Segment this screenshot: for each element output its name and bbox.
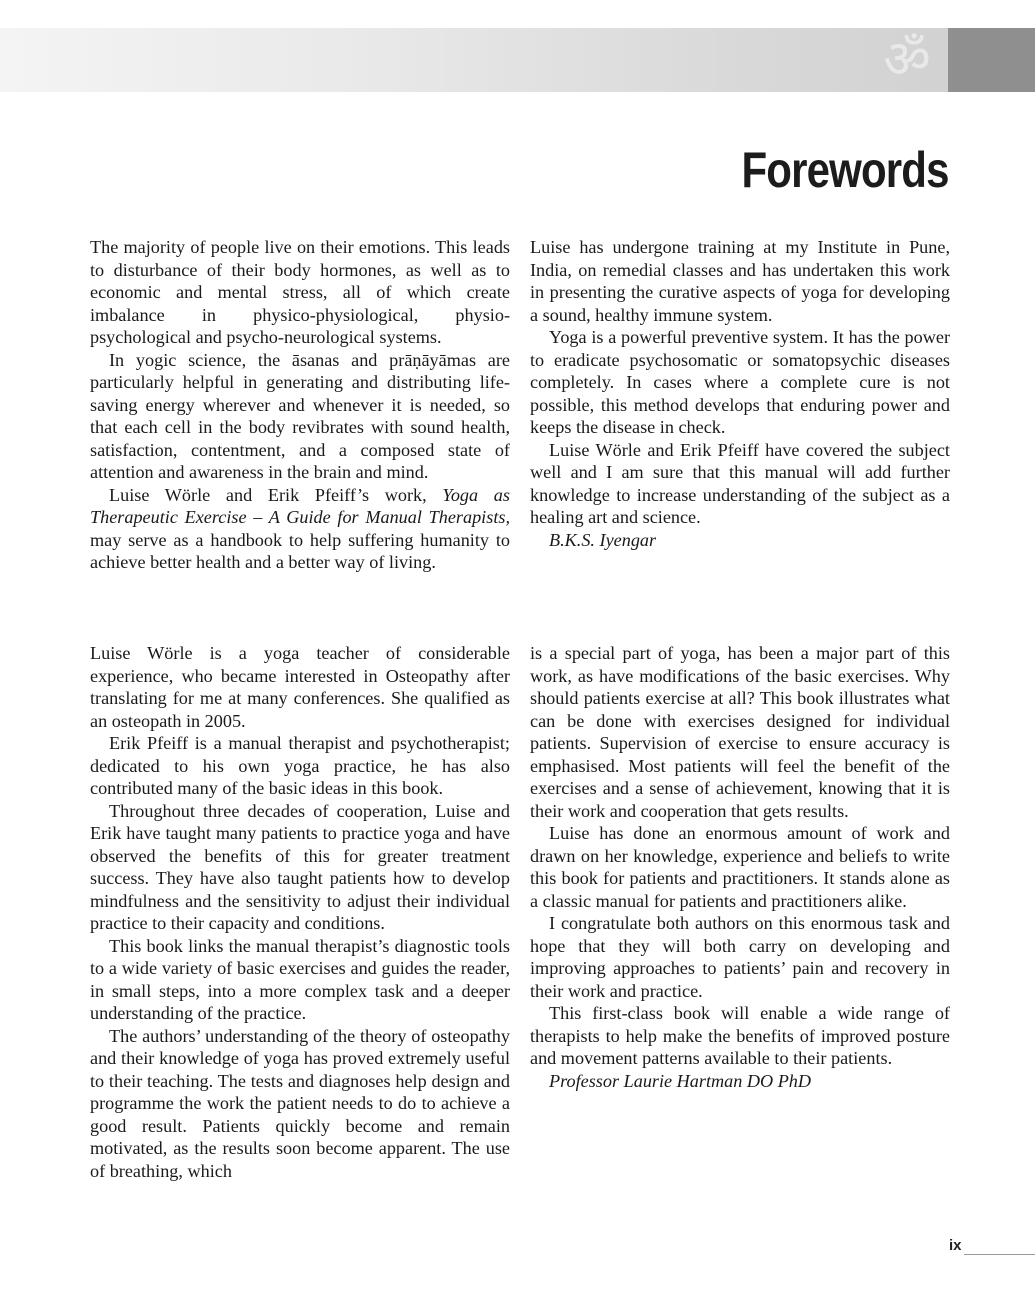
- page-number: ix: [949, 1237, 962, 1254]
- foreword-hartman-right-column: [530, 642, 950, 1182]
- page-title: Forewords: [741, 142, 949, 198]
- paragraph: This book links the manual therapist’s diagnostic tools to a wide variety of basic exercises and guides the reader, in small steps, into a more complex task and a deeper understanding of the practice.: [90, 935, 510, 1023]
- paragraph: The authors’ understanding of the theory of osteopathy and their knowledge of yoga has proved extremely useful to their teaching. The tests and diagnoses help design and programme the work the patient needs to do to achieve a good result. Patients quickly become and remain motivated, as the results soon become apparent. The use of breathing, which: [90, 1025, 510, 1181]
- header-corner-block: [948, 28, 1035, 92]
- paragraph: The majority of people live on their emotions. This leads to disturbance of their body hormones, as well as to economic and mental stress, all of which create imbalance in physico-physiological, physio-psychological and psycho-neurological systems.: [90, 237, 510, 347]
- foreword-hartman-left-column: [90, 642, 510, 1182]
- book-title: Yoga as Therapeutic Exercise – A Guide for Manual Therapists,: [90, 484, 510, 527]
- foreword-hartman: [90, 642, 950, 1182]
- paragraph: I congratulate both authors on this enormous task and hope that they will both carry on developing and improving approaches to patients’ pain and recovery in their work and practice.: [530, 913, 950, 1001]
- om-icon: ॐ: [883, 30, 931, 90]
- foreword-iyengar-left-column: [90, 236, 510, 574]
- paragraph: Luise has undergone training at my Institute in Pune, India, on remedial classes and has undertaken this work in presenting the curative aspects of yoga for developing a sound, healthy immune system.: [530, 237, 950, 325]
- paragraph: Luise Wörle is a yoga teacher of considerable experience, who became interested in Osteopathy after translating for me at many conferences. She qualified as an osteopath in 2005.: [90, 643, 510, 731]
- paragraph: Yoga is a powerful preventive system. It has the power to eradicate psychosomatic or somatopsychic diseases completely. In cases where a complete cure is not possible, this method develops that enduring power and keeps the disease in check.: [530, 327, 950, 437]
- foreword-iyengar: [90, 236, 950, 574]
- paragraph: This first-class book will enable a wide range of therapists to help make the benefits of improved posture and movement patterns available to their patients.: [530, 1003, 950, 1068]
- paragraph: Luise has done an enormous amount of work and drawn on her knowledge, experience and beliefs to write this book for patients and practitioners. It stands alone as a classic manual for patients and practitioners alike.: [530, 823, 950, 911]
- paragraph-text: Luise Wörle and Erik Pfeiff’s work,: [109, 484, 443, 505]
- signature-iyengar: B.K.S. Iyengar: [549, 529, 657, 550]
- paragraph: Throughout three decades of cooperation, Luise and Erik have taught many patients to practice yoga and have observed the benefits of this for greater treatment success. They have also taught patients how to develop mindfulness and the sensitivity to adjust their individual practice to their capacity and conditions.: [90, 800, 510, 933]
- paragraph-text: may serve as a handbook to help suffering humanity to achieve better health and a better way of living.: [90, 529, 510, 572]
- paragraph: is a special part of yoga, has been a major part of this work, as have modifications of the basic exercises. Why should patients exercise at all? This book illustrates what can be done with exercises designed for individual patients. Supervision of exercise to ensure accuracy is emphasised. Most patients will feel the benefit of the exercises and a sense of achievement, knowing that it is their work and cooperation that gets results.: [530, 643, 950, 821]
- paragraph: In yogic science, the āsanas and prāṇāyāmas are particularly helpful in generating and distributing life-saving energy wherever and whenever it is needed, so that each cell in the body revibrates with sound health, satisfaction, contentment, and a composed state of attention and awareness in the brain and mind.: [90, 349, 510, 482]
- page-number-rule: [964, 1254, 1035, 1255]
- paragraph-book-reference: [90, 484, 510, 574]
- paragraph: Luise Wörle and Erik Pfeiff have covered the subject well and I am sure that this manual will add further knowledge to increase understanding of the subject as a healing art and science.: [530, 439, 950, 527]
- paragraph: Erik Pfeiff is a manual therapist and psychotherapist; dedicated to his own yoga practice, he has also contributed many of the basic ideas in this book.: [90, 733, 510, 798]
- foreword-iyengar-right-column: [530, 236, 950, 574]
- signature-hartman: Professor Laurie Hartman DO PhD: [549, 1070, 812, 1091]
